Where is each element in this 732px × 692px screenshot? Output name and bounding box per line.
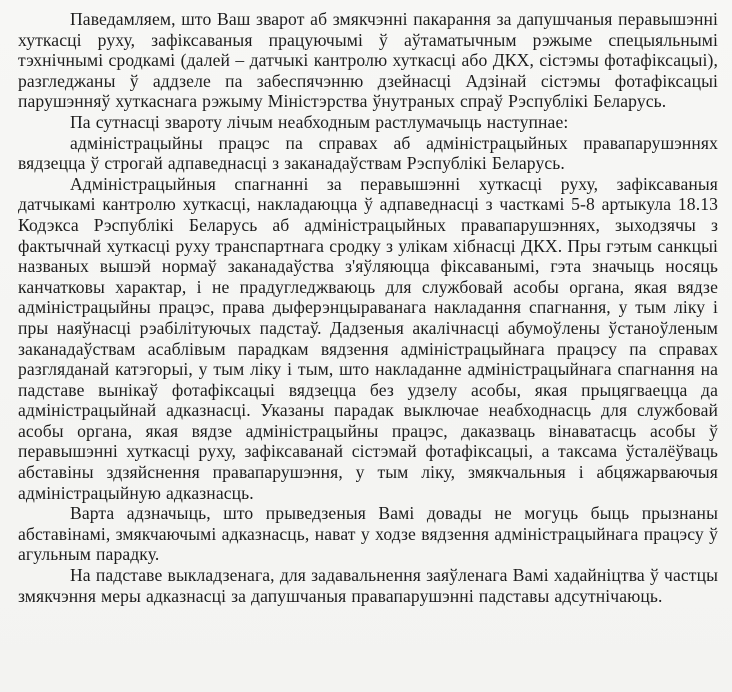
paragraph-conclusion: На падставе выкладзенага, для задавальнення заяўленага Вамі хадайніцтва ў частцы змякчэння меры адказнасці за дапушчаныя правапарушэнні падставы адсутнічаюць. [18,565,718,606]
paragraph-explanation-lead: Па сутнасці звароту лічым неабходным растлумачыць наступнае: [70,111,569,132]
paragraph-arguments-note: Варта адзначыць, што прыведзеныя Вамі довады не могуць быць прызнаны абставінамі, змякчаючымі адказнасць, нават у ходзе вядзення адміністрацыйнага працэсу ў агульным парадку. [18,503,718,565]
paragraph-intro: Паведамляем, што Ваш зварот аб змякчэнні пакарання за дапушчаныя перавышэнні хуткасці руху, зафіксаваныя працуючымі ў аўтаматычным рэжыме спецыяльнымі тэхнічнымі сродкамі (далей – датчыкі кантролю хуткасці або ДКХ, сістэмы фотафіксацыі), разгледжаны ў аддзеле па забеспячэнню дзейнасці Адзінай сістэмы фотафіксацыі парушэнняў хуткаснага рэжыму Міністэрства ўнутраных спраў Рэспублікі Беларусь. [18,9,718,112]
paragraph-process-legality: адміністрацыйны працэс па справах аб адміністрацыйных правапарушэннях вядзецца ў строгай адпаведнасці з заканадаўствам Рэспублікі Беларусь. [18,132,718,174]
paragraph-penalties: Адміністрацыйныя спагнанні за перавышэнні хуткасці руху, зафіксаваныя датчыкамі кантролю хуткасці, накладаюцца ў адпаведнасці з часткамі 5-8 артыкула 18.13 Кодэкса Рэспублікі Беларусь аб адміністрацыйных правапарушэннях, зыходзячы з фактычнай хуткасці руху транспартнага сродку з улікам хібнасці ДКХ. Пры гэтым санкцыі названых вышэй нормаў заканадаўства з'яўляюцца фіксаванымі, гэта значыць носяць канчатковы характар, і не прадугледжваюць для службовай асобы органа, якая вядзе адміністрацыйны працэс, права дыферэнцыраванага накладання спагнання, у тым ліку і пры наяўнасці рэабілітуючых падстаў. Дадзеныя акалічнасці абумоўлены ўстаноўленым заканадаўствам асаблівым парадкам вядзення адміністрацыйнага працэсу па справах разгляданай катэгорыі, у тым ліку і тым, што накладанне адміністрацыйнага спагнання на падставе вынікаў фотафіксацыі вядзецца без удзелу асобы, якая прыцягваецца да адміністрацыйнай адказнасці. Указаны парадак выключае неабходнасць для службовай асобы органа, якая вядзе адміністрацыйны працэс, даказваць вінаватасць асобы ў перавышэнні хуткасці руху, зафіксаванай сістэмай фотафіксацыі, а таксама ўсталёўваць абставіны здзяйснення правапарушэння, у тым ліку, змякчальныя і абцяжарваючыя адміністрацыйную адказнасць. [18,173,718,503]
